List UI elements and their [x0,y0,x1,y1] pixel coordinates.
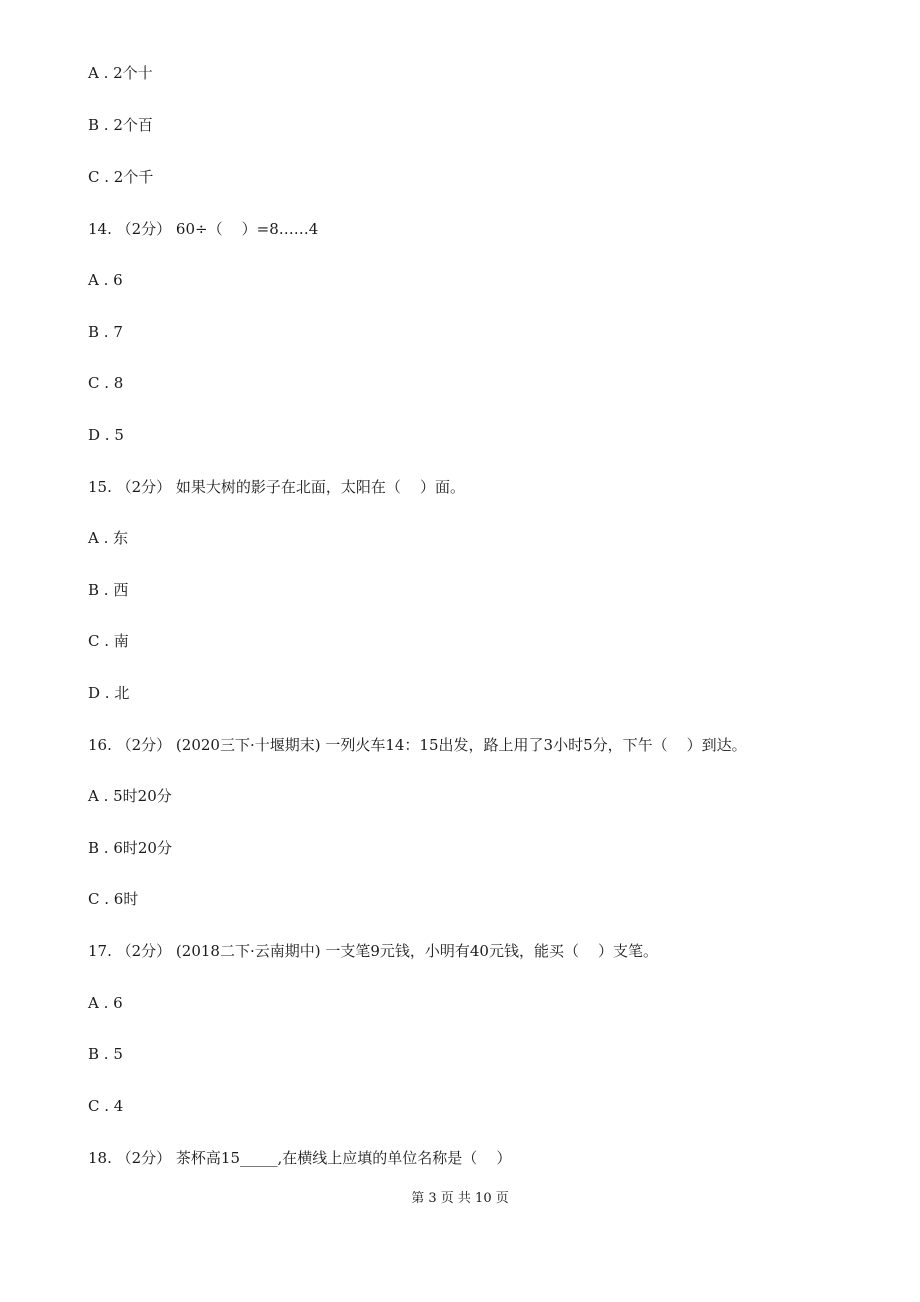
q13-option-a: A . 2个十 [88,64,153,82]
page-footer: 第 3 页 共 10 页 [411,1191,509,1206]
q13-option-c: C . 2个千 [88,168,154,186]
q17-option-b: B . 5 [88,1045,123,1063]
question-17: 17. （2分） (2018二下·云南期中) 一支笔9元钱，小明有40元钱，能买（ ）支笔。 [88,942,659,960]
q16-option-c: C . 6时 [88,890,139,908]
q17-option-c: C . 4 [88,1097,124,1115]
question-16: 16. （2分） (2020三下·十堰期末) 一列火车14：15出发，路上用了3小时5分，下午（ ）到达。 [88,736,747,754]
q13-option-b: B . 2个百 [88,116,153,134]
q14-option-a: A . 6 [88,271,123,289]
question-14: 14. （2分） 60÷（ ）=8……4 [88,220,319,238]
question-18: 18. （2分） 茶杯高15_____,在横线上应填的单位名称是（ ） [88,1149,512,1167]
q14-option-d: D . 5 [88,426,124,444]
q16-option-b: B . 6时20分 [88,839,172,857]
q15-option-c: C . 南 [88,632,129,650]
q15-option-b: B . 西 [88,581,129,599]
q14-option-c: C . 8 [88,374,124,392]
q15-option-a: A . 东 [88,529,129,547]
question-15: 15. （2分） 如果大树的影子在北面，太阳在（ ）面。 [88,478,466,496]
q16-option-a: A . 5时20分 [88,787,172,805]
q14-option-b: B . 7 [88,323,123,341]
q17-option-a: A . 6 [88,994,123,1012]
q15-option-d: D . 北 [88,684,130,702]
